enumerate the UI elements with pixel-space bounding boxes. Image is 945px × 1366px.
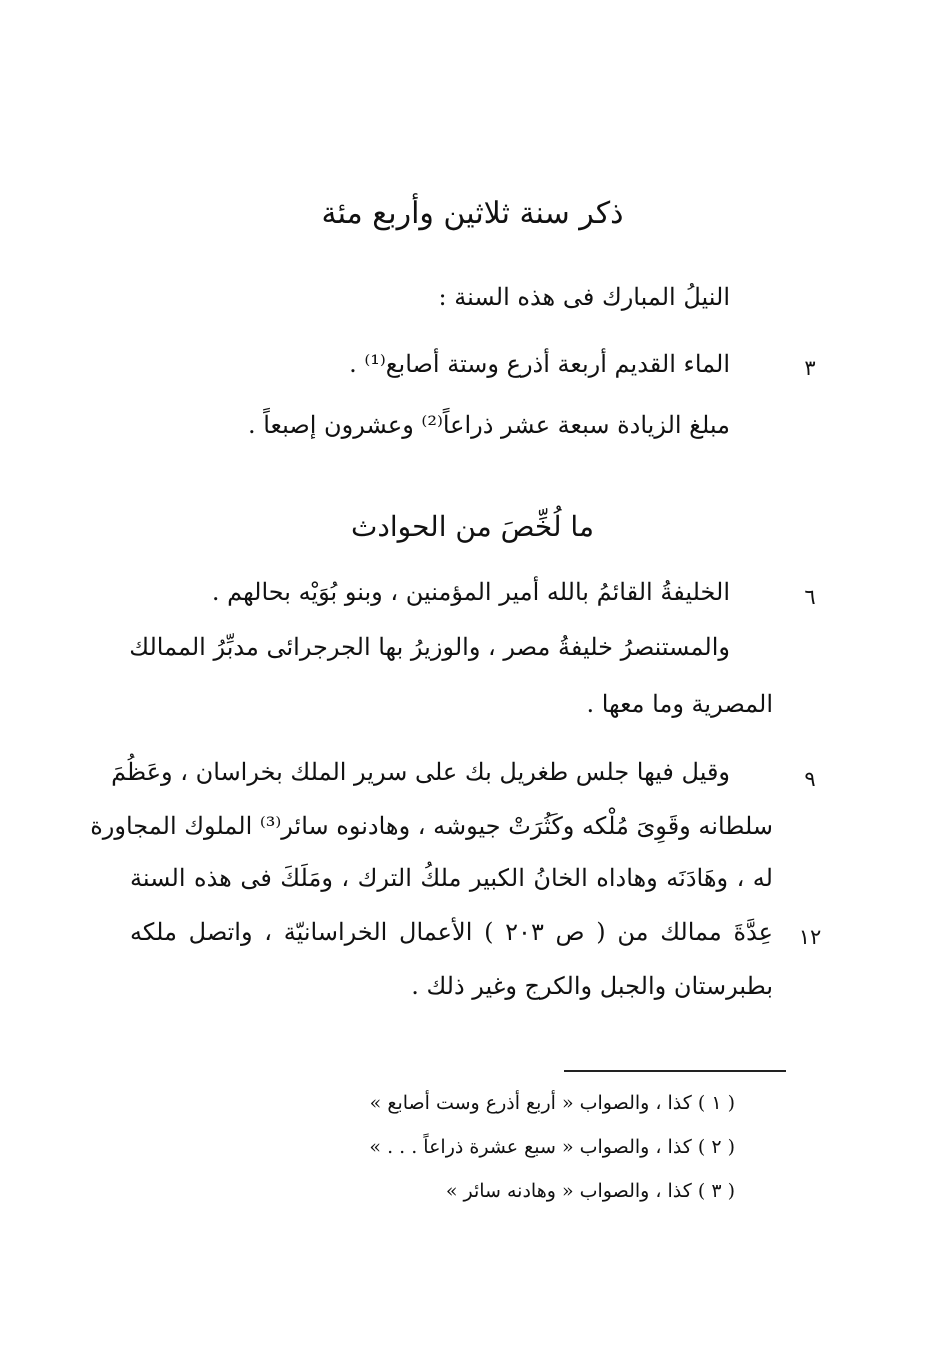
tughril-line-3: له ، وهَادَنَه وهاداه الخانُ الكبير ملكُ الترك ، ومَلَكَ فى هذه السنة: [130, 864, 773, 892]
tughril-line-4: عِدَّةَ ممالك من ( ص ٢٠٣ ) الأعمال الخراسانيّة ، واتصل ملكه: [130, 918, 773, 946]
section-heading-year: ذكر سنة ثلاثين وأربع مئة: [321, 196, 624, 231]
nile-intro-line: النيلُ المبارك فى هذه السنة :: [438, 283, 730, 311]
section-heading-events: ما لُخِّصَ من الحوادث: [351, 510, 594, 543]
caliph-line: الخليفةُ القائمُ بالله أمير المؤمنين ، وبنو بُوَيْه بحالهم .: [211, 578, 730, 606]
line-number-12: ١٢: [798, 925, 822, 949]
nile-increase-line: مبلغ الزيادة سبعة عشر ذراعاً⁽²⁾ وعشرون إصبعاً .: [247, 411, 730, 439]
tughril-line-1: وقيل فيها جلس طغريل بك على سرير الملك بخراسان ، وعَظُمَ: [111, 758, 730, 786]
footnote-divider: [564, 1070, 786, 1072]
mustansir-line-2: المصرية وما معها .: [586, 690, 773, 718]
mustansir-line-1: والمستنصرُ خليفةُ مصر ، والوزيرُ بها الجرجرائى مدبِّرُ الممالك: [129, 633, 730, 661]
footnote-2: ( ٢ ) كذا ، والصواب « سبع عشرة ذراعاً . . . »: [369, 1136, 735, 1158]
tughril-line-5: بطبرستان والجبل والكرج وغير ذلك .: [411, 972, 773, 1000]
tughril-line-2: سلطانه وقَوِىَ مُلْكه وكَثُرَتْ جيوشه ، وهادنوه سائر⁽³⁾ الملوك المجاورة: [90, 812, 773, 840]
footnote-1: ( ١ ) كذا ، والصواب « أربع أذرع وست أصابع »: [369, 1092, 735, 1114]
line-number-9: ٩: [804, 767, 816, 791]
line-number-6: ٦: [804, 585, 816, 609]
line-number-3: ٣: [804, 356, 816, 380]
footnote-3: ( ٣ ) كذا ، والصواب « وهادنه سائر »: [445, 1180, 735, 1202]
nile-old-water-line: الماء القديم أربعة أذرع وستة أصابع⁽¹⁾ .: [349, 350, 730, 378]
